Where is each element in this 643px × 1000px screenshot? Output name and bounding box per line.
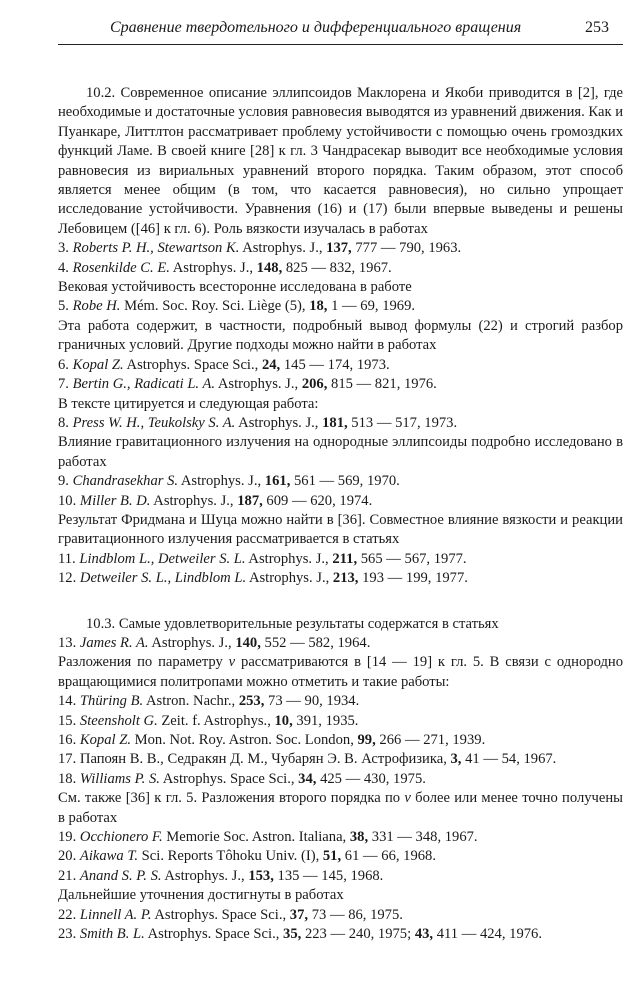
reference-5: 5. Robe H. Mém. Soc. Roy. Sci. Liège (5), 18, 1 — 69, 1969. (58, 298, 416, 315)
text-further-refinements: Дальнейшие уточнения достигнуты в работах (58, 887, 344, 904)
reference-3: 3. Roberts P. H., Stewartson K. Astrophys. J., 137, 777 — 790, 1963. (58, 240, 462, 257)
page-body (58, 84, 623, 944)
reference-10: 10. Miller B. D. Astrophys. J., 187, 609 — 620, 1974. (58, 492, 373, 509)
reference-9: 9. Chandrasekhar S. Astrophys. J., 161, 561 — 569, 1970. (58, 473, 400, 490)
running-title: Сравнение твердотельного и дифференциального вращения (110, 19, 522, 36)
reference-19: 19. Occhionero F. Memorie Soc. Astron. Italiana, 38, 331 — 348, 1967. (58, 829, 478, 846)
header-rule (58, 44, 623, 45)
reference-14: 14. Thüring B. Astron. Nachr., 253, 73 — 90, 1934. (58, 693, 360, 710)
section-gap (58, 589, 623, 615)
reference-22: 22. Linnell A. P. Astrophys. Space Sci., 37, 73 — 86, 1975. (58, 906, 403, 923)
running-header (58, 16, 623, 42)
reference-20: 20. Aikawa T. Sci. Reports Tôhoku Univ. (I), 51, 61 — 66, 1968. (58, 848, 436, 865)
reference-7: 7. Bertin G., Radicati L. A. Astrophys. J., 206, 815 — 821, 1976. (58, 376, 437, 393)
reference-23: 23. Smith B. L. Astrophys. Space Sci., 35, 223 — 240, 1975; 43, 411 — 424, 1976. (58, 926, 542, 943)
reference-6: 6. Kopal Z. Astrophys. Space Sci., 24, 145 — 174, 1973. (58, 356, 390, 373)
reference-11: 11. Lindblom L., Detweiler S. L. Astrophys. J., 211, 565 — 567, 1977. (58, 550, 467, 567)
reference-16: 16. Kopal Z. Mon. Not. Roy. Astron. Soc. London, 99, 266 — 271, 1939. (58, 732, 486, 748)
text-gravitational-radiation: Влияние гравитационного излучения на однородные эллипсоиды подробно исследовано в работах (58, 434, 623, 470)
text-also-cited: В тексте цитируется и следующая работа: (58, 395, 319, 412)
reference-17: 17. Папоян В. В., Седракян Д. М., Чубарян Э. В. Астрофизика, 3, 41 — 54, 1967. (58, 751, 557, 768)
reference-18: 18. Williams P. S. Astrophys. Space Sci., 34, 425 — 430, 1975. (58, 770, 426, 787)
text-secular-stability: Вековая устойчивость всесторонне исследована в работе (58, 279, 412, 296)
reference-12: 12. Detweiler S. L., Lindblom L. Astrophys. J., 213, 193 — 199, 1977. (58, 570, 468, 587)
reference-15: 15. Steensholt G. Zeit. f. Astrophys., 10, 391, 1935. (58, 712, 359, 729)
text-other-approaches: Эта работа содержит, в частности, подробный вывод формулы (22) и строгий разбор граничных условий. Другие подходы можно найти в работах (58, 317, 623, 354)
reference-4: 4. Rosenkilde C. E. Astrophys. J., 148, 825 — 832, 1967. (58, 259, 392, 276)
reference-21: 21. Anand S. P. S. Astrophys. J., 153, 135 — 145, 1968. (58, 867, 384, 884)
section-10-3-intro: 10.3. Самые удовлетворительные результаты содержатся в статьях (86, 615, 499, 632)
reference-13: 13. James R. A. Astrophys. J., 140, 552 — 582, 1964. (58, 634, 371, 651)
reference-8: 8. Press W. H., Teukolsky S. A. Astrophys. J., 181, 513 — 517, 1973. (58, 414, 458, 431)
section-10-2-intro: 10.2. Современное описание эллипсоидов Маклорена и Якоби приводится в [2], где необходимые и достаточные условия равновесия выводятся из уравнений движения. Как и Пуанкаре, Литтлтон рассматривает проблему устойчивости с помощью очень громоздких функций Ламе. В своей книге [28] к гл. 3 Чандрасекар выводит все необходимые условия равновесия из вириальных уравнений второго порядка. Таким образом, этот способ является менее общим (в том, что касается равновесия), но сильно упрощает исследование устойчивости. Уравнения (16) и (17) были впервые выведены и решены Лебовицем ([46] к гл. 6). Роль вязкости изучалась в работах (58, 85, 623, 237)
page-number: 253 (585, 19, 609, 36)
text-friedman-schutz: Результат Фридмана и Шуца можно найти в [36]. Совместное влияние вязкости и реакции гравитационного излучения рассматривается в статьях (58, 511, 623, 548)
text-second-order: См. также [36] к гл. 5. Разложения второго порядка по v более или менее точно получены в работах (58, 790, 623, 826)
text-expansions-parameter: Разложения по параметру v рассматриваются в [14 — 19] к гл. 5. В связи с однородно вращающимися политропами можно отметить и такие работы: (58, 654, 623, 690)
